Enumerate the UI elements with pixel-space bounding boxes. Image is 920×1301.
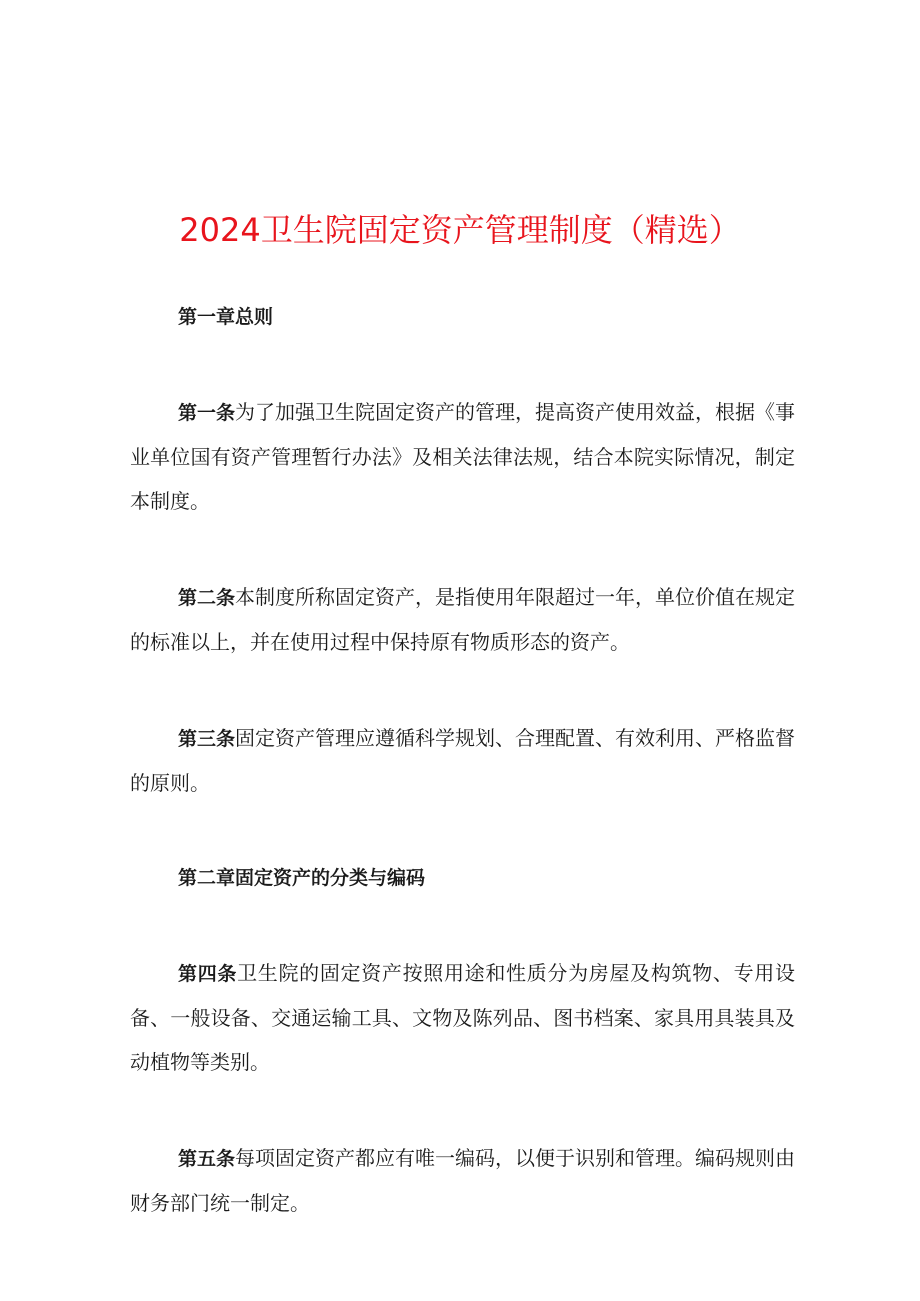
article-label: 第二条 bbox=[178, 587, 236, 609]
chapter-heading: 第一章总则 bbox=[178, 306, 274, 328]
article-label: 第一条 bbox=[178, 402, 236, 424]
article-paragraph bbox=[130, 1136, 795, 1225]
article-text: 本制度所称固定资产，是指使用年限超过一年，单位价值在规定的标准以上，并在使用过程中保持原有物质形态的资产。 bbox=[130, 585, 796, 654]
article-text: 为了加强卫生院固定资产的管理，提高资产使用效益，根据《事业单位国有资产管理暂行办法》及相关法律法规，结合本院实际情况，制定本制度。 bbox=[130, 400, 796, 513]
section-chapter-1 bbox=[130, 296, 795, 805]
article-paragraph bbox=[130, 716, 795, 805]
article-label: 第五条 bbox=[178, 1148, 236, 1170]
section-chapter-2 bbox=[130, 857, 795, 1225]
article-text: 卫生院的固定资产按照用途和性质分为房屋及构筑物、专用设备、一般设备、交通运输工具、文物及陈列品、图书档案、家具用具装具及动植物等类别。 bbox=[130, 961, 795, 1074]
article-label: 第三条 bbox=[178, 728, 236, 750]
article-paragraph bbox=[130, 390, 795, 523]
chapter-heading: 第二章固定资产的分类与编码 bbox=[178, 867, 426, 889]
article-text: 固定资产管理应遵循科学规划、合理配置、有效利用、严格监督的原则。 bbox=[130, 726, 796, 795]
document-title: 2024卫生院固定资产管理制度（精选） bbox=[179, 211, 741, 249]
article-paragraph bbox=[130, 951, 795, 1084]
document-body bbox=[130, 296, 795, 1277]
article-label: 第四条 bbox=[178, 963, 238, 985]
article-text: 每项固定资产都应有唯一编码，以便于识别和管理。编码规则由财务部门统一制定。 bbox=[130, 1146, 796, 1215]
article-paragraph bbox=[130, 575, 795, 664]
